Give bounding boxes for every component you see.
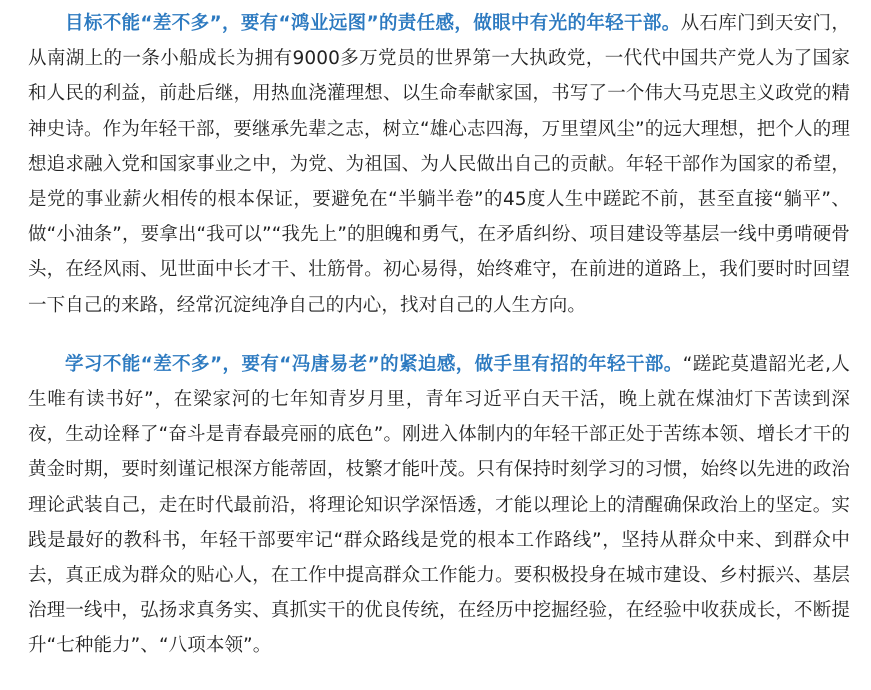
article-body — [28, 6, 850, 664]
article-paragraph-2 — [28, 347, 850, 664]
paragraph-2-heading: 学习不能“差不多”，要有“冯唐易老”的紧迫感，做手里有招的年轻干部。 — [65, 353, 683, 375]
article-paragraph-1 — [28, 6, 850, 323]
paragraph-2-text: “蹉跎莫遣韶光老,人生唯有读书好”，在梁家河的七年知青岁月里，青年习近平白天干活，晚上就在煤油灯下苦读到深夜，生动诠释了“奋斗是青春最亮丽的底色”。刚进入体制内的年轻干部正处于苦练本领、增长才干的黄金时期，要时刻谨记根深方能蒂固，枝繁才能叶茂。只有保持时刻学习的习惯，始终以先进的政治理论武装自己，走在时代最前沿，将理论知识学深悟透，才能以理论上的清醒确保政治上的坚定。实践是最好的教科书，年轻干部要牢记“群众路线是党的根本工作路线”，坚持从群众中来、到群众中去，真正成为群众的贴心人，在工作中提高群众工作能力。要积极投身在城市建设、乡村振兴、基层治理一线中，弘扬求真务实、真抓实干的优良传统，在经历中挖掘经验，在经验中收获成长，不断提升“七种能力”、“八项本领”。 — [28, 353, 850, 657]
paragraph-1-heading: 目标不能“差不多”，要有“鸿业远图”的责任感，做眼中有光的年轻干部。 — [65, 13, 681, 34]
paragraph-1-text: 从石库门到天安门，从南湖上的一条小船成长为拥有9000多万党员的世界第一大执政党，一代代中国共产党人为了国家和人民的利益，前赴后继，用热血浇灌理想、以生命奉献家国，书写了一个伟大马克思主义政党的精神史诗。作为年轻干部，要继承先辈之志，树立“雄心志四海，万里望风尘”的远大理想，把个人的理想追求融入党和国家事业之中，为党、为祖国、为人民做出自己的贡献。年轻干部作为国家的希望，是党的事业薪火相传的根本保证，要避免在“半躺半卷”的45度人生中蹉跎不前，甚至直接“躺平”、做“小油条”，要拿出“我可以”“我先上”的胆魄和勇气，在矛盾纠纷、项目建设等基层一线中勇啃硬骨头，在经风雨、见世面中长才干、壮筋骨。初心易得，始终难守，在前进的道路上，我们要时时回望一下自己的来路，经常沉淀纯净自己的内心，找对自己的人生方向。 — [28, 13, 850, 316]
